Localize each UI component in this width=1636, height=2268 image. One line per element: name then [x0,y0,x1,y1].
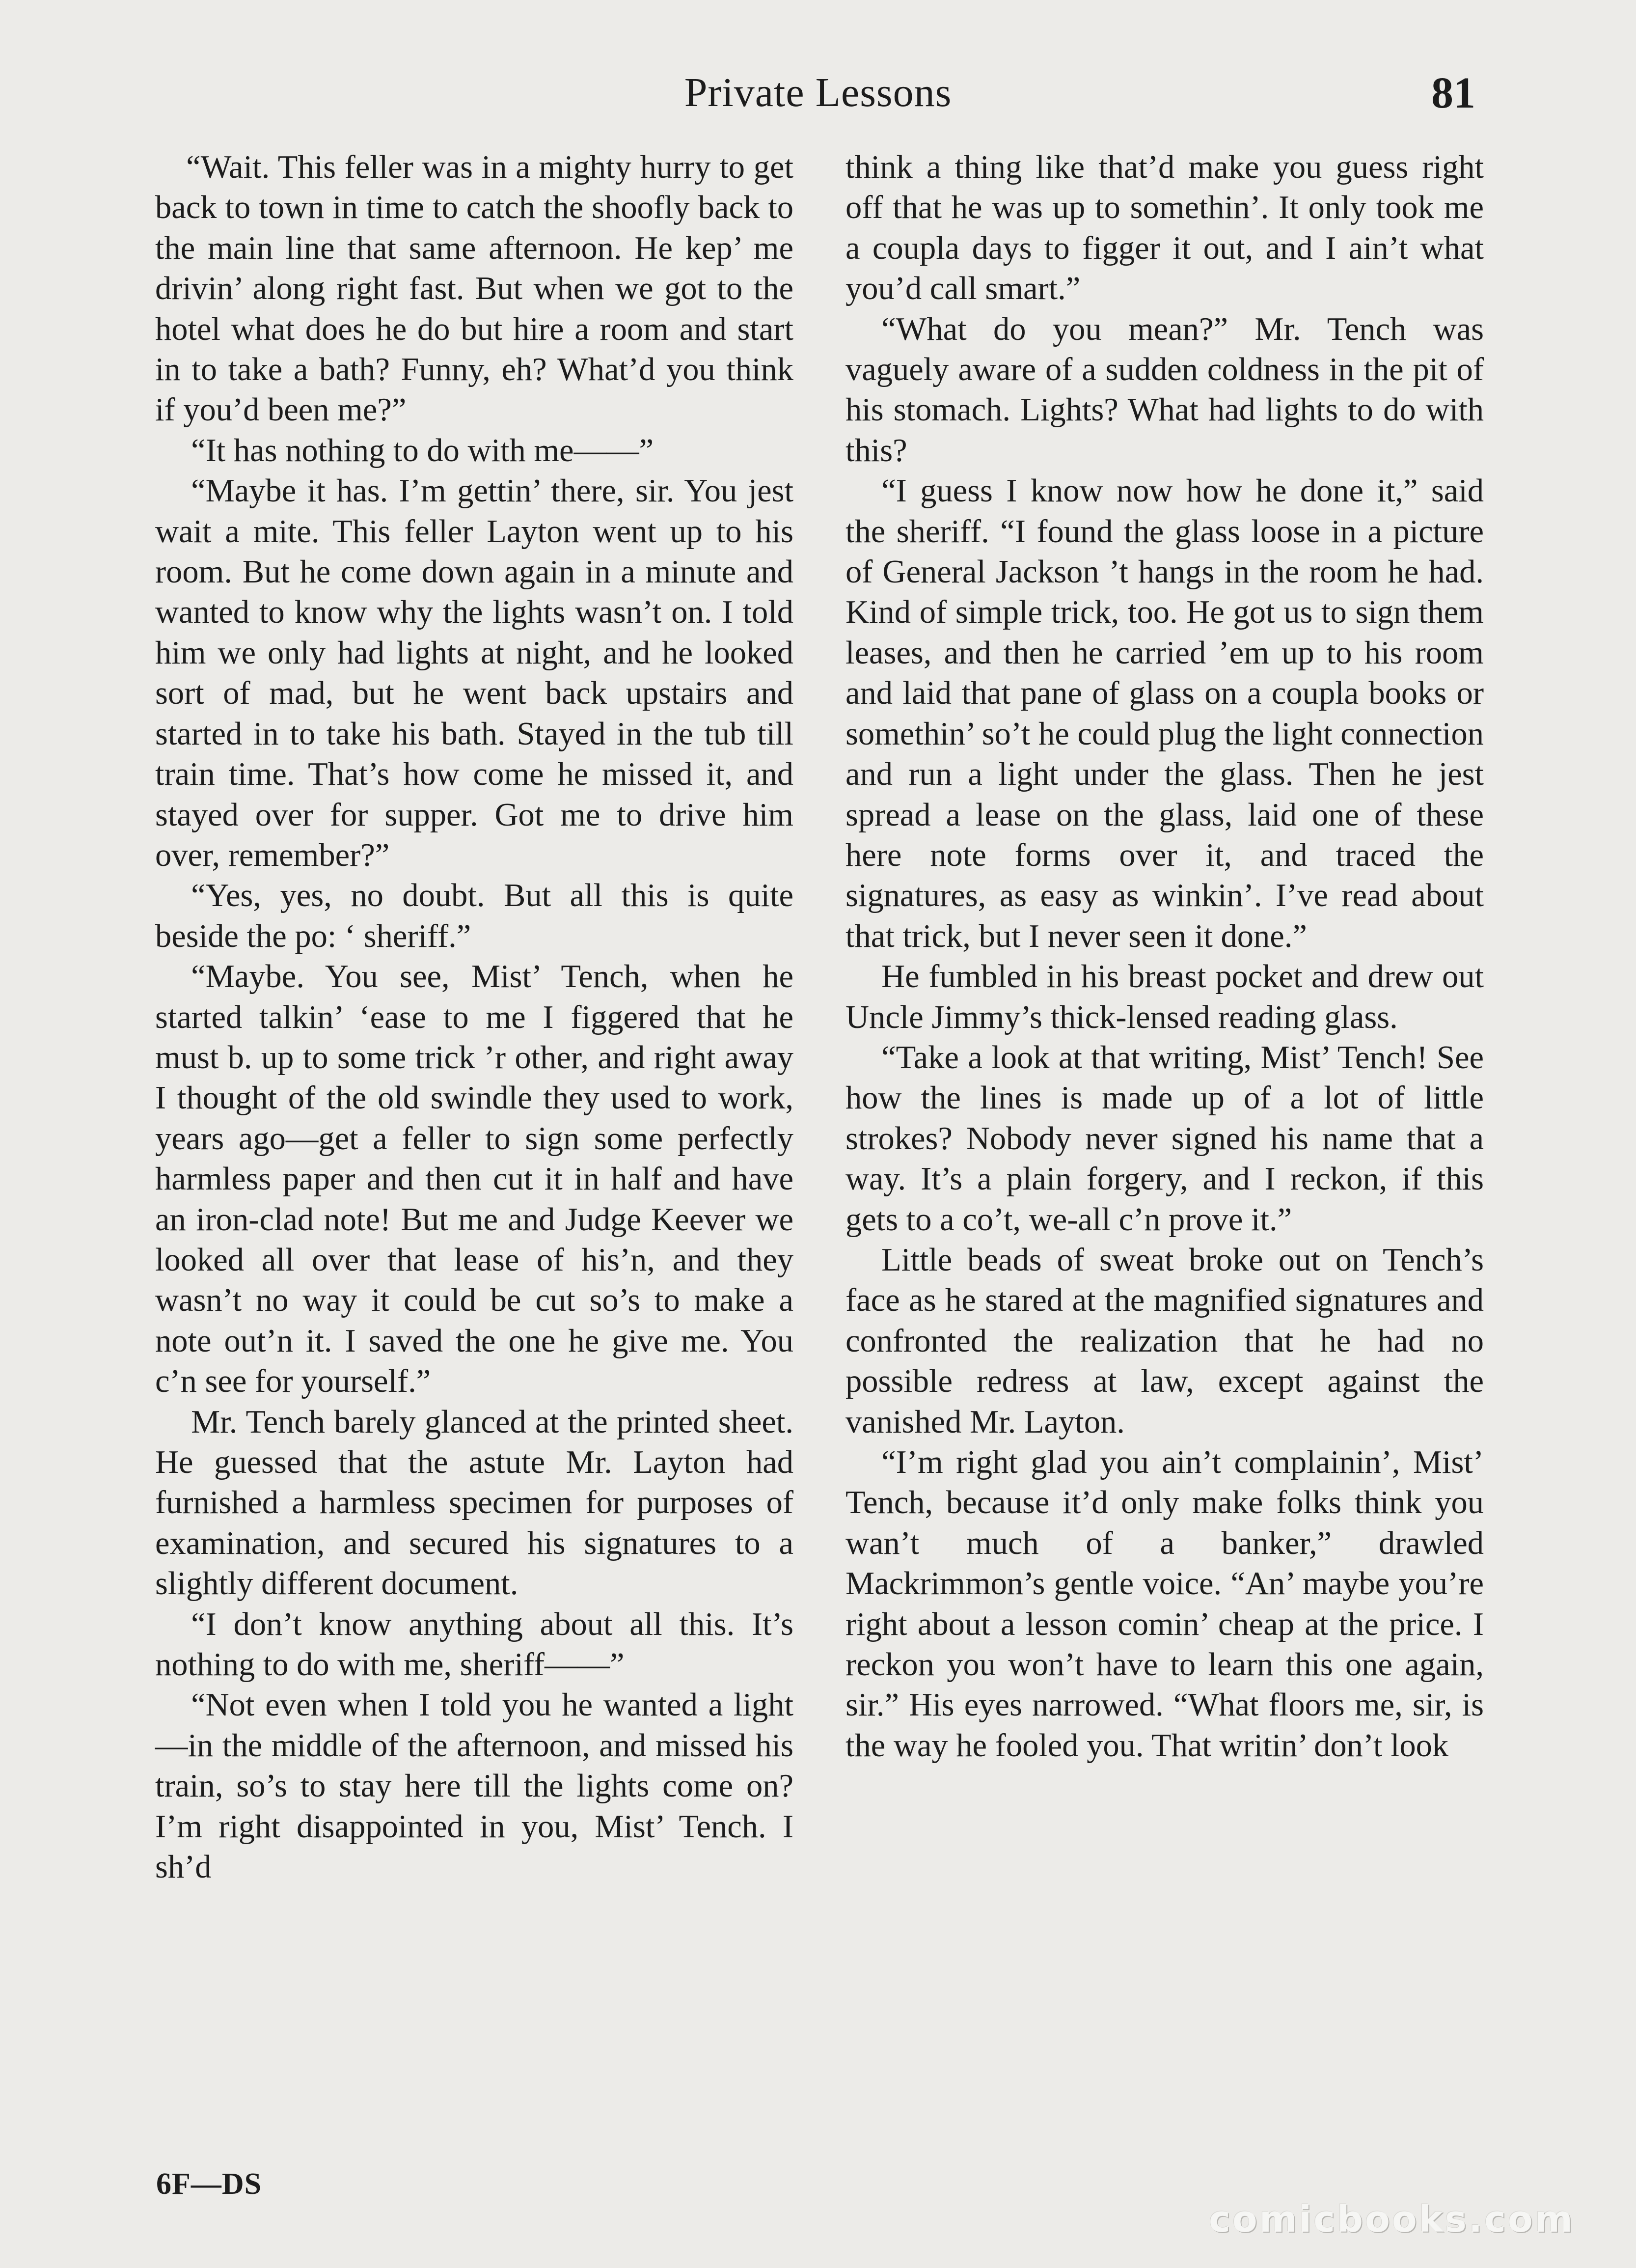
paragraph: “Take a look at that writing, Mist’ Tench! See how the lines is made up of a lot of little strokes? Nobody never signed his name that a way. It’s a plain forgery, and I reckon, if this gets to a co’t, we-all c’n prove it.” [845,1039,1484,1238]
paragraph: Mr. Tench barely glanced at the printed sheet. He guessed that the astute Mr. Layton had furnished a harmless specimen for purposes of examination, and secured his signatures to a slightly different document. [155,1404,793,1602]
paragraph: “I don’t know anything about all this. It’s nothing to do with me, sheriff——” [155,1606,793,1683]
paragraph: “What do you mean?” Mr. Tench was vaguely aware of a sudden coldness in the pit of his stomach. Lights? What had lights to do with this? [845,311,1484,469]
paragraph: “Wait. This feller was in a mighty hurry to get back to town in time to catch the shoofly back to the main line that same afternoon. He kep’ me drivin’ along right fast. But when we got to the hotel what does he do but hire a room and start in to take a bath? Funny, eh? What’d you think if you’d been me?” [155,149,793,428]
paragraph: He fumbled in his breast pocket and drew out Uncle Jimmy’s thick-lensed reading glass. [845,959,1484,1035]
paragraph: “It has nothing to do with me——” [191,432,654,469]
left-column [155,147,793,1887]
site-watermark: comicbooks.com [1209,2198,1575,2240]
running-header-title: Private Lessons [684,70,952,115]
paragraph: “Maybe. You see, Mist’ Tench, when he started talkin’ ‘ease to me I figgered that he must b. up to some trick ’r other, and right away I thought of the old swindle they used to work, years ago—get a feller to sign some perfectly harmless paper and then cut it in half and have an iron-clad note! But me and Judge Keever we looked all over that lease of his’n, and they wasn’t no way it could be cut so’s to make a note out’n it. I saved the one he give me. You c’n see for yourself.” [155,959,793,1400]
printer-signature-mark: 6F—DS [156,2167,262,2201]
paragraph: “Maybe it has. I’m gettin’ there, sir. You jest wait a mite. This feller Layton went up to his room. But he come down again in a minute and wanted to know why the lights wasn’t on. I told him we only had lights at night, and he looked sort of mad, but he went back upstairs and started in to take his bath. Stayed in the tub till train time. That’s how come he missed it, and stayed over for supper. Got me to drive him over, remember?” [155,473,793,873]
paragraph: “Not even when I told you he wanted a light—in the middle of the afternoon, and missed his train, so’s to stay here till the lights come on? I’m right disappointed in you, Mist’ Tench. I sh’d [155,1687,793,1885]
paragraph: “Yes, yes, no doubt. But all this is quite beside the po: ‘ sheriff.” [155,878,793,954]
right-column [845,147,1484,1766]
paragraph: think a thing like that’d make you guess right off that he was up to somethin’. It only took me a coupla days to figger it out, and I ain’t what you’d call smart.” [845,149,1484,307]
paragraph: “I guess I know now how he done it,” said the sheriff. “I found the glass loose in a picture of General Jackson ’t hangs in the room he had. Kind of simple trick, too. He got us to sign them leases, and then he carried ’em up to his room and laid that pane of glass on a coupla books or somethin’ so’t he could plug the light connection and run a light under the glass. Then he jest spread a lease on the glass, laid one of these here note forms over it, and traced the signatures, as easy as winkin’. I’ve read about that trick, but I never seen it done.” [845,473,1484,954]
paragraph: “I’m right glad you ain’t complainin’, Mist’ Tench, because it’d only make folks think you wan’t much of a banker,” drawled Mackrimmon’s gentle voice. “An’ maybe you’re right about a lesson comin’ cheap at the price. I reckon you won’t have to learn this one again, sir.” His eyes narrowed. “What floors me, sir, is the way he fooled you. That writin’ don’t look [845,1444,1484,1764]
paragraph: Little beads of sweat broke out on Tench’s face as he stared at the magnified signatures and confronted the realization that he had no possible redress at law, except against the vanished Mr. Layton. [845,1242,1484,1440]
page-number: 81 [1431,69,1475,117]
